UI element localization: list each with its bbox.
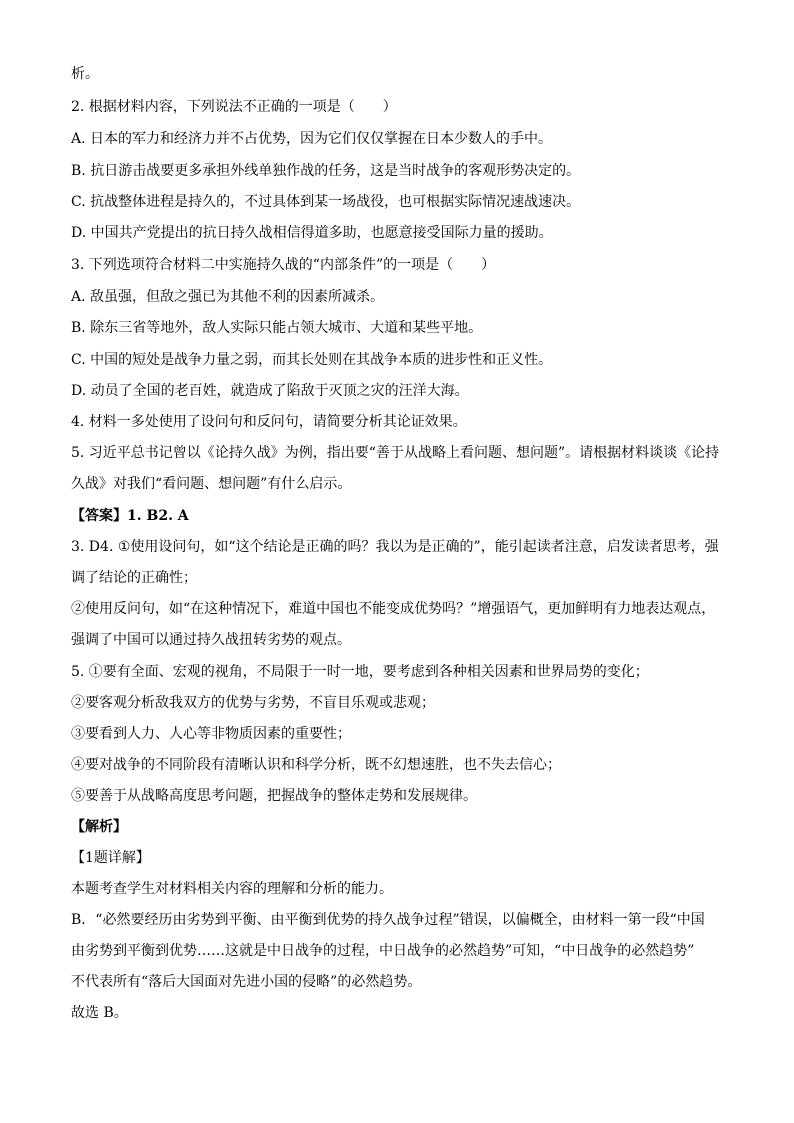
question-2: 2. 根据材料内容，下列说法不正确的一项是（ ） xyxy=(71,99,397,115)
detail-1-text: 本题考查学生对材料相关内容的理解和分析的能力。 xyxy=(71,881,393,897)
option-2b: B. 抗日游击战要更多承担外线单独作战的任务，这是当时战争的客观形势决定的。 xyxy=(71,163,581,179)
option-2a: A. 日本的军力和经济力并不占优势，因为它们仅仅掌握在日本少数人的手中。 xyxy=(71,131,553,147)
detail-1-b-cont2: 不代表所有“落后大国面对先进小国的侵略”的必然趋势。 xyxy=(71,974,422,990)
answer-heading: 【答案】1. B2. A xyxy=(71,508,189,524)
question-5: 5. 习近平总书记曾以《论持久战》为例，指出要“善于从战略上看问题、想问题”。请根据材料谈谈《论持 xyxy=(71,445,720,461)
detail-1-b-cont: 由劣势到平衡到优势……这就是中日战争的过程，中日战争的必然趋势”可知，“中日战争的必然趋势” xyxy=(71,943,695,959)
answer-4: 3. D4. ①使用设问句，如“这个结论是正确的吗？我以为是正确的”，能引起读者注意，启发读者思考，强 xyxy=(71,539,719,555)
question-5-cont: 久战》对我们“看问题、想问题”有什么启示。 xyxy=(71,476,352,492)
option-3a: A. 敌虽强，但敌之强已为其他不利的因素所减杀。 xyxy=(71,289,385,305)
option-3b: B. 除东三省等地外，敌人实际只能占领大城市、大道和某些平地。 xyxy=(71,320,483,336)
answer-5-point-3: ③要看到人力、人心等非物质因素的重要性； xyxy=(71,726,351,742)
option-3d: D. 动员了全国的老百姓，就造成了陷敌于灭顶之灾的汪洋大海。 xyxy=(71,383,469,399)
option-3c: C. 中国的短处是战争力量之弱，而其长处则在其战争本质的进步性和正义性。 xyxy=(71,352,553,368)
answer-5-point-2: ②要客观分析敌我双方的优势与劣势，不盲目乐观或悲观； xyxy=(71,695,435,711)
answer-5-point-5: ⑤要善于从战略高度思考问题，把握战争的整体走势和发展规律。 xyxy=(71,788,477,804)
detail-1-heading: 【1题详解】 xyxy=(71,850,150,866)
option-2d: D. 中国共产党提出的抗日持久战相信得道多助，也愿意接受国际力量的援助。 xyxy=(71,225,553,241)
detail-1-b: B．“必然要经历由劣势到平衡、由平衡到优势的持久战争过程”错误，以偏概全，由材料一第一段“中国 xyxy=(71,912,705,928)
answer-5-point-1: 5. ①要有全面、宏观的视角，不局限于一时一地，要考虑到各种相关因素和世界局势的变化； xyxy=(71,664,649,680)
option-2c: C. 抗战整体进程是持久的，不过具体到某一场战役，也可根据实际情况速战速决。 xyxy=(71,194,581,210)
answer-5-point-4: ④要对战争的不同阶段有清晰认识和科学分析，既不幻想速胜，也不失去信心； xyxy=(71,757,561,773)
detail-1-choice: 故选 B。 xyxy=(71,1005,128,1021)
answer-4-point-2-cont: 强调了中国可以通过持久战扭转劣势的观点。 xyxy=(71,632,351,648)
answer-4-point-2: ②使用反问句，如“在这种情况下，难道中国也不能变成优势吗？”增强语气，更加鲜明有力地表达观点， xyxy=(71,601,716,617)
text-line: 析。 xyxy=(71,66,99,82)
question-3: 3. 下列选项符合材料二中实施持久战的“内部条件”的一项是（ ） xyxy=(71,257,496,273)
question-4: 4. 材料一多处使用了设问句和反问句，请简要分析其论证效果。 xyxy=(71,414,467,430)
answer-4-cont: 调了结论的正确性； xyxy=(71,570,197,586)
analysis-heading: 【解析】 xyxy=(71,819,127,835)
